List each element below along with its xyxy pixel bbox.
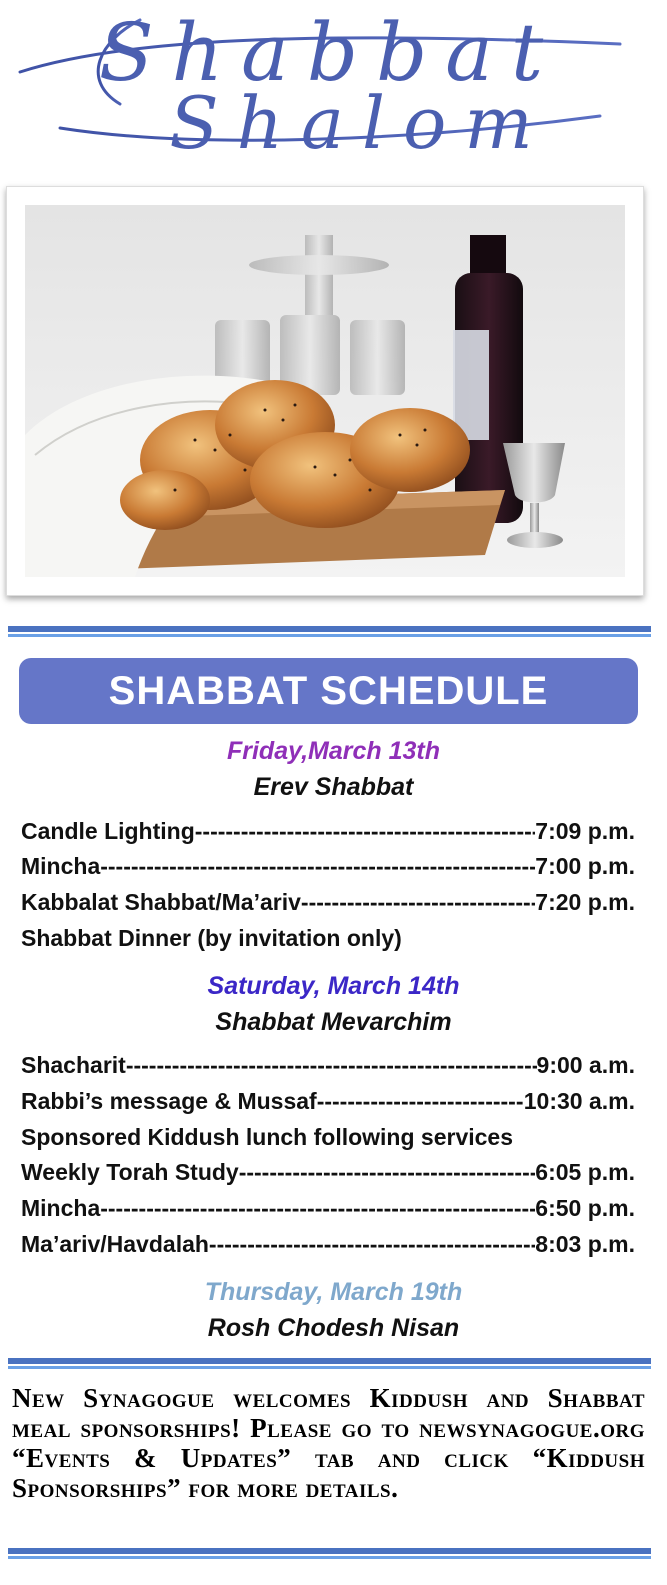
schedule-row: [21, 1088, 635, 1118]
row-dash-leader: [100, 853, 535, 880]
schedule-note: [21, 925, 635, 955]
schedule-row: [21, 1231, 635, 1261]
saturday-subtitle: Shabbat Mevarchim: [215, 1008, 452, 1036]
row-dash-leader: [317, 1088, 524, 1115]
friday-date: Friday,March 13th: [226, 737, 441, 765]
row-dash-leader: [239, 1159, 536, 1186]
divider-thick-line: [8, 1358, 651, 1364]
row-dash-leader: [195, 818, 536, 845]
row-label: Ma’ariv/Havdalah: [21, 1231, 209, 1257]
divider-bottom: [8, 1548, 651, 1559]
script-title-line2: Shalom: [169, 81, 551, 165]
schedule-row: [21, 853, 635, 883]
sponsorship-notice: New Synagogue welcomes Kiddush and Shabbat meal sponsorships! Please go to newsynagogue.org “Events & Updates” tab and click “Kiddush Sponsorships” for more details.: [12, 1383, 645, 1503]
row-time: 7:09 p.m.: [535, 818, 635, 844]
note-text: Shabbat Dinner (by invitation only): [21, 925, 402, 951]
challah-bread-kiddush-cup-image: [25, 205, 625, 577]
row-time: 6:50 p.m.: [535, 1195, 635, 1221]
divider-thin-line: [8, 1366, 651, 1369]
schedule-row: [21, 1159, 635, 1189]
schedule-row: [21, 818, 635, 848]
row-time: 10:30 a.m.: [523, 1088, 635, 1114]
row-label: Mincha: [21, 1195, 101, 1221]
row-time: 9:00 a.m.: [536, 1052, 635, 1078]
row-label: Kabbalat Shabbat/Ma’ariv: [21, 889, 301, 915]
schedule-note: [21, 1124, 635, 1154]
row-time: 8:03 p.m.: [535, 1231, 635, 1257]
row-time: 6:05 p.m.: [535, 1159, 635, 1185]
row-dash-leader: [100, 1195, 535, 1222]
row-label: Shacharit: [21, 1052, 126, 1078]
schedule-banner: SHABBAT SCHEDULE: [19, 658, 638, 724]
divider-middle: [8, 1358, 651, 1369]
row-label: Weekly Torah Study: [21, 1159, 239, 1185]
script-title-line1: Shabbat: [98, 6, 562, 99]
row-dash-leader: [209, 1231, 535, 1258]
script-heading: [0, 0, 667, 170]
friday-subtitle: Erev Shabbat: [253, 773, 414, 801]
row-label: Candle Lighting: [21, 818, 195, 844]
row-label: Mincha: [21, 853, 101, 879]
row-dash-leader: [126, 1052, 537, 1079]
divider-top: [8, 626, 651, 637]
row-time: 7:00 p.m.: [535, 853, 635, 879]
thursday-date: Thursday, March 19th: [204, 1278, 463, 1306]
row-time: 7:20 p.m.: [535, 889, 635, 915]
note-text: Sponsored Kiddush lunch following services: [21, 1124, 514, 1150]
challah-photo: [6, 186, 644, 596]
saturday-date: Saturday, March 14th: [207, 972, 460, 1000]
schedule-row: [21, 1195, 635, 1225]
row-label: Rabbi’s message & Mussaf: [21, 1088, 317, 1114]
row-dash-leader: [301, 889, 535, 916]
divider-thick-line: [8, 626, 651, 632]
divider-thick-line: [8, 1548, 651, 1554]
divider-thin-line: [8, 634, 651, 637]
schedule-row: [21, 889, 635, 919]
schedule-row: [21, 1052, 635, 1082]
divider-thin-line: [8, 1556, 651, 1559]
thursday-subtitle: Rosh Chodesh Nisan: [207, 1314, 460, 1342]
